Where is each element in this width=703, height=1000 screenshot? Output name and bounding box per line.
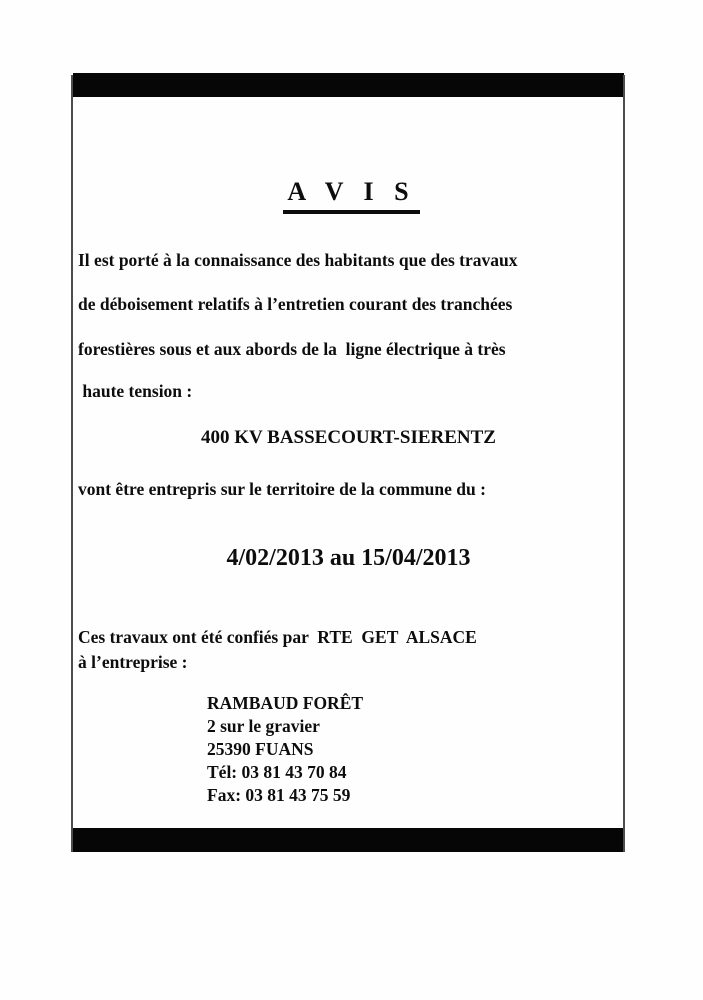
contractor-line: à l’entreprise : bbox=[78, 652, 188, 672]
power-line-name: 400 KV BASSECOURT-SIERENTZ bbox=[201, 427, 496, 448]
territory-line: vont être entrepris sur le territoire de la commune du : bbox=[78, 479, 486, 499]
intro-line: de déboisement relatifs à l’entretien courant des tranchées bbox=[78, 294, 513, 314]
date-range: 4/02/2013 au 15/04/2013 bbox=[226, 545, 471, 571]
bottom-black-bar bbox=[73, 828, 625, 852]
company-city: 25390 FUANS bbox=[207, 739, 314, 759]
company-phone: Tél: 03 81 43 70 84 bbox=[207, 762, 347, 782]
company-street: 2 sur le gravier bbox=[207, 716, 320, 736]
intro-line: forestières sous et aux abords de la ligne électrique à très bbox=[78, 339, 506, 359]
intro-line: Il est porté à la connaissance des habitants que des travaux bbox=[78, 250, 518, 270]
intro-line: haute tension : bbox=[78, 381, 193, 401]
contractor-line: Ces travaux ont été confiés par RTE GET ALSACE bbox=[78, 627, 477, 647]
company-name: RAMBAUD FORÊT bbox=[207, 693, 364, 713]
notice-title-text: A V I S bbox=[283, 177, 419, 215]
right-border-line bbox=[623, 75, 625, 852]
notice-title bbox=[49, 146, 600, 245]
company-address-block bbox=[207, 692, 363, 807]
top-black-bar bbox=[73, 73, 624, 97]
company-fax: Fax: 03 81 43 75 59 bbox=[207, 785, 351, 805]
